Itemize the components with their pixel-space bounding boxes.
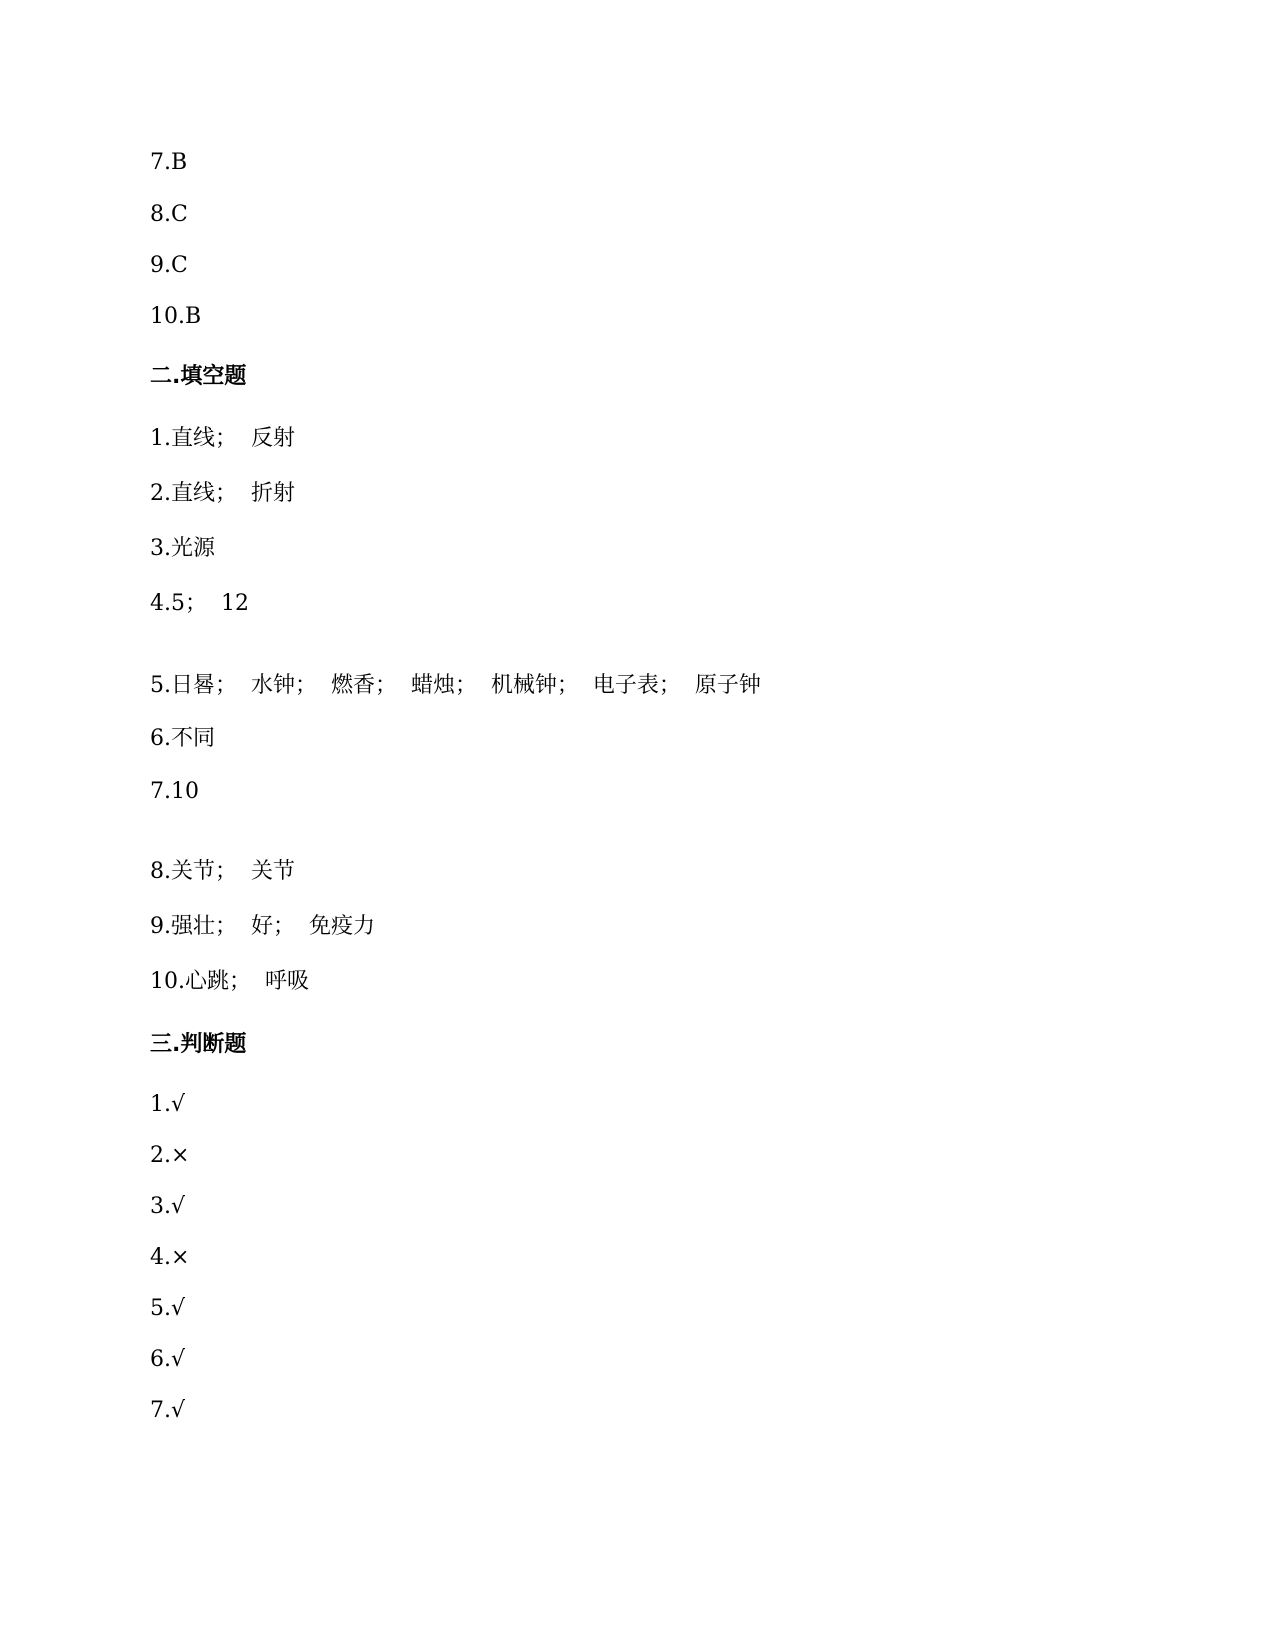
- answer-item: 6.不同: [150, 726, 215, 751]
- answer-item: 4.×: [150, 1245, 190, 1270]
- answer-item: 8.关节； 关节: [150, 859, 295, 884]
- answer-item: 7.10: [150, 779, 199, 804]
- answer-item: 1.√: [150, 1092, 186, 1117]
- answer-item: 3.光源: [150, 536, 215, 561]
- answer-item: 10.心跳； 呼吸: [150, 969, 309, 994]
- answer-item: 9.强壮； 好； 免疫力: [150, 914, 375, 939]
- answer-item: 5.√: [150, 1296, 186, 1321]
- answer-item: 1.直线； 反射: [150, 426, 295, 451]
- answer-item: 2.×: [150, 1143, 190, 1168]
- section-heading: 二.填空题: [150, 364, 247, 389]
- answer-item: 2.直线； 折射: [150, 481, 295, 506]
- answer-item: 8.C: [150, 202, 188, 227]
- answer-item: 9.C: [150, 253, 188, 278]
- answer-item: 5.日晷； 水钟； 燃香； 蜡烛； 机械钟； 电子表； 原子钟: [150, 673, 761, 698]
- answer-item: 7.√: [150, 1398, 186, 1423]
- answer-item: 10.B: [150, 304, 202, 329]
- answer-item: 6.√: [150, 1347, 186, 1372]
- answer-item: 3.√: [150, 1194, 186, 1219]
- answer-item: 4.5； 12: [150, 591, 249, 616]
- answer-item: 7.B: [150, 150, 188, 175]
- section-heading: 三.判断题: [150, 1032, 247, 1057]
